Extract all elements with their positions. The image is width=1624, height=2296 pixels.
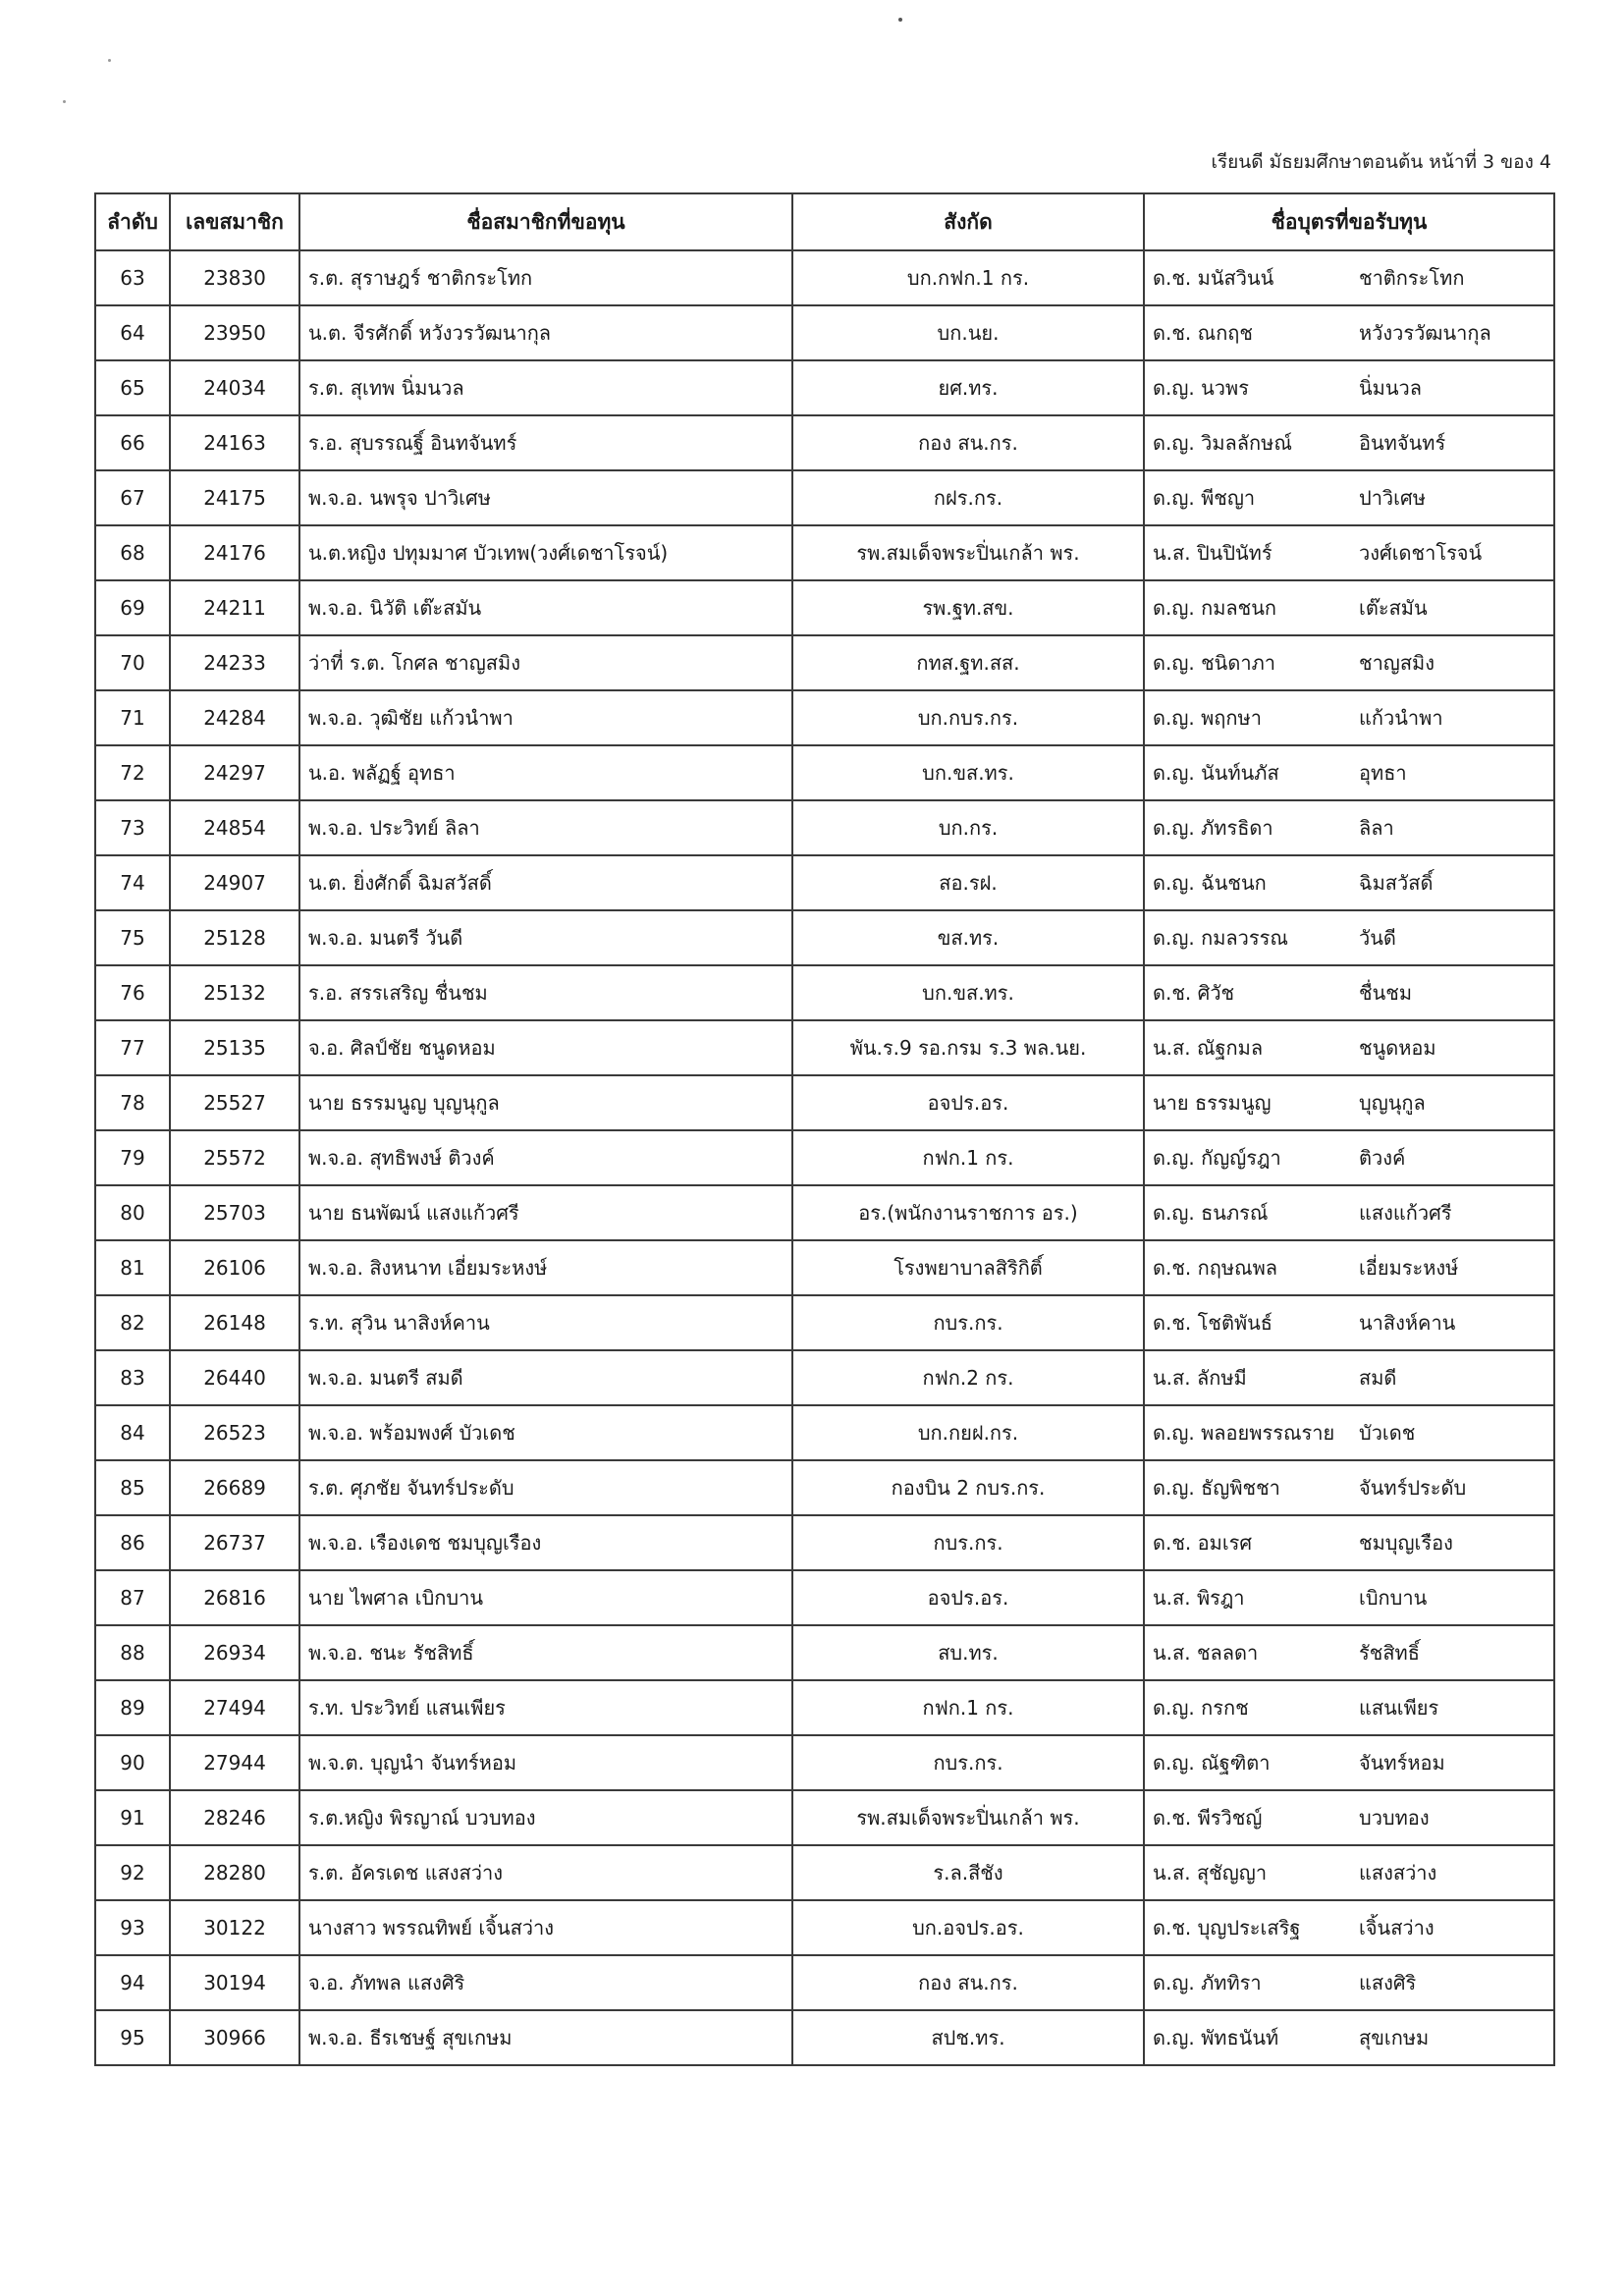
child-first-name: ด.ช. บุญประเสริฐ [1153, 1916, 1301, 1940]
member-id: 26148 [170, 1295, 299, 1350]
row-no: 79 [95, 1130, 170, 1185]
child-last-name: บวบทอง [1359, 1806, 1430, 1830]
member-unit: อจปร.อร. [792, 1570, 1144, 1625]
child-first-name: ด.ญ. กมลวรรณ [1153, 926, 1288, 950]
child-name [1144, 1185, 1554, 1240]
child-first-name: ด.ช. ศิวัช [1153, 981, 1235, 1005]
table-row [95, 1680, 1554, 1735]
table-row [95, 965, 1554, 1020]
table-row [95, 1460, 1554, 1515]
table-row [95, 745, 1554, 800]
row-no: 81 [95, 1240, 170, 1295]
member-unit: กบร.กร. [792, 1735, 1144, 1790]
table-row [95, 1020, 1554, 1075]
member-id: 26737 [170, 1515, 299, 1570]
member-name: ร.ต. อัครเดช แสงสว่าง [299, 1845, 792, 1900]
header-no: ลำดับ [95, 193, 170, 250]
header-child-name: ชื่อบุตรที่ขอรับทุน [1144, 193, 1554, 250]
child-name [1144, 800, 1554, 855]
row-no: 64 [95, 305, 170, 360]
table-row [95, 1405, 1554, 1460]
member-id: 25527 [170, 1075, 299, 1130]
child-first-name: ด.ญ. พัทธนันท์ [1153, 2026, 1279, 2050]
member-unit: บก.ขส.ทร. [792, 965, 1144, 1020]
member-id: 30122 [170, 1900, 299, 1955]
child-first-name: ด.ญ. กมลชนก [1153, 596, 1277, 620]
member-unit: บก.อจปร.อร. [792, 1900, 1144, 1955]
member-id: 25128 [170, 910, 299, 965]
member-unit: กบร.กร. [792, 1295, 1144, 1350]
child-name [1144, 635, 1554, 690]
row-no: 77 [95, 1020, 170, 1075]
child-last-name: บุญนุกูล [1359, 1091, 1426, 1115]
row-no: 69 [95, 580, 170, 635]
member-name: ร.ต. สุราษฎร์ ชาติกระโทก [299, 250, 792, 305]
child-name [1144, 1625, 1554, 1680]
row-no: 92 [95, 1845, 170, 1900]
row-no: 63 [95, 250, 170, 305]
child-name [1144, 745, 1554, 800]
member-unit: บก.กร. [792, 800, 1144, 855]
child-name [1144, 525, 1554, 580]
child-last-name: วันดี [1359, 926, 1396, 950]
member-unit: กอง สน.กร. [792, 415, 1144, 470]
row-no: 68 [95, 525, 170, 580]
row-no: 76 [95, 965, 170, 1020]
member-id: 24211 [170, 580, 299, 635]
member-name: ว่าที่ ร.ต. โกศล ชาญสมิง [299, 635, 792, 690]
child-name [1144, 1460, 1554, 1515]
row-no: 83 [95, 1350, 170, 1405]
child-name [1144, 1570, 1554, 1625]
member-id: 28280 [170, 1845, 299, 1900]
table-row [95, 910, 1554, 965]
child-last-name: ลิลา [1359, 816, 1394, 840]
child-name [1144, 415, 1554, 470]
member-name: พ.จ.อ. นพรุจ ปาวิเศษ [299, 470, 792, 525]
child-name [1144, 1405, 1554, 1460]
child-first-name: ด.ญ. พฤกษา [1153, 706, 1262, 730]
child-last-name: ชื่นชม [1359, 981, 1413, 1005]
child-first-name: ด.ญ. วิมลลักษณ์ [1153, 431, 1292, 455]
child-name [1144, 2010, 1554, 2065]
member-name: พ.จ.อ. ชนะ รัชสิทธิ์ [299, 1625, 792, 1680]
table-row [95, 2010, 1554, 2065]
row-no: 90 [95, 1735, 170, 1790]
member-unit: ยศ.ทร. [792, 360, 1144, 415]
member-name: จ.อ. ภัทพล แสงศิริ [299, 1955, 792, 2010]
child-first-name: ด.ญ. พีชญา [1153, 486, 1256, 510]
child-name [1144, 1735, 1554, 1790]
member-name: พ.จ.อ. มนตรี วันดี [299, 910, 792, 965]
member-id: 24284 [170, 690, 299, 745]
member-unit: บก.กยฝ.กร. [792, 1405, 1144, 1460]
row-no: 94 [95, 1955, 170, 2010]
child-first-name: ด.ญ. พลอยพรรณราย [1153, 1421, 1335, 1445]
member-id: 25132 [170, 965, 299, 1020]
row-no: 80 [95, 1185, 170, 1240]
member-name: ร.อ. สรรเสริญ ชื่นชม [299, 965, 792, 1020]
child-first-name: ด.ญ. ฉันชนก [1153, 871, 1267, 895]
child-first-name: ด.ช. โชติพันธ์ [1153, 1311, 1273, 1335]
member-unit: โรงพยาบาลสิริกิติ์ [792, 1240, 1144, 1295]
member-id: 24297 [170, 745, 299, 800]
member-unit: กฟก.2 กร. [792, 1350, 1144, 1405]
table-row [95, 415, 1554, 470]
member-unit: ร.ล.สีชัง [792, 1845, 1144, 1900]
child-last-name: เต๊ะสมัน [1359, 596, 1428, 620]
member-unit: รพ.สมเด็จพระปิ่นเกล้า พร. [792, 1790, 1144, 1845]
table-row [95, 525, 1554, 580]
member-unit: พัน.ร.9 รอ.กรม ร.3 พล.นย. [792, 1020, 1144, 1075]
member-id: 24163 [170, 415, 299, 470]
child-last-name: จันทร์ประดับ [1359, 1476, 1467, 1500]
child-name [1144, 1295, 1554, 1350]
child-last-name: สมดี [1359, 1366, 1397, 1390]
member-id: 26523 [170, 1405, 299, 1460]
member-id: 25572 [170, 1130, 299, 1185]
row-no: 89 [95, 1680, 170, 1735]
table-row [95, 1240, 1554, 1295]
member-name: ร.ต. สุเทพ นิ่มนวล [299, 360, 792, 415]
table-row [95, 1185, 1554, 1240]
child-last-name: วงศ์เดชาโรจน์ [1359, 541, 1483, 565]
table-row [95, 1955, 1554, 2010]
child-name [1144, 250, 1554, 305]
table-row [95, 580, 1554, 635]
member-unit: สบ.ทร. [792, 1625, 1144, 1680]
member-unit: กฝร.กร. [792, 470, 1144, 525]
child-last-name: แก้วนำพา [1359, 706, 1443, 730]
child-name [1144, 305, 1554, 360]
member-id: 24034 [170, 360, 299, 415]
child-first-name: นาย ธรรมนูญ [1153, 1091, 1272, 1115]
member-id: 26440 [170, 1350, 299, 1405]
row-no: 75 [95, 910, 170, 965]
member-unit: กบร.กร. [792, 1515, 1144, 1570]
child-first-name: ด.ญ. นันท์นภัส [1153, 761, 1279, 785]
child-last-name: แสงแก้วศรี [1359, 1201, 1452, 1225]
child-name [1144, 1845, 1554, 1900]
table-row [95, 1130, 1554, 1185]
child-first-name: ด.ช. อมเรศ [1153, 1531, 1253, 1555]
member-name: น.ต.หญิง ปทุมมาศ บัวเทพ(วงศ์เดชาโรจน์) [299, 525, 792, 580]
member-name: พ.จ.อ. ประวิทย์ ลิลา [299, 800, 792, 855]
row-no: 85 [95, 1460, 170, 1515]
child-first-name: ด.ญ. ชนิดาภา [1153, 651, 1275, 675]
child-name [1144, 910, 1554, 965]
row-no: 82 [95, 1295, 170, 1350]
member-name: ร.ต. ศุภชัย จันทร์ประดับ [299, 1460, 792, 1515]
page-header: เรียนดี มัธยมศึกษาตอนต้น หน้าที่ 3 ของ 4 [1211, 151, 1551, 173]
row-no: 72 [95, 745, 170, 800]
member-unit: อจปร.อร. [792, 1075, 1144, 1130]
row-no: 65 [95, 360, 170, 415]
child-first-name: น.ส. พิรฎา [1153, 1586, 1245, 1610]
child-last-name: รัชสิทธิ์ [1359, 1641, 1420, 1665]
member-id: 24854 [170, 800, 299, 855]
child-first-name: ด.ช. ณกฤช [1153, 321, 1253, 345]
member-unit: บก.ขส.ทร. [792, 745, 1144, 800]
table-row [95, 360, 1554, 415]
table-row [95, 690, 1554, 745]
member-name: พ.จ.อ. นิวัติ เต๊ะสมัน [299, 580, 792, 635]
row-no: 88 [95, 1625, 170, 1680]
member-name: น.ต. จีรศักดิ์ หวังวรวัฒนากุล [299, 305, 792, 360]
member-name: นาย ธรรมนูญ บุญนุกูล [299, 1075, 792, 1130]
member-name: พ.จ.ต. บุญนำ จันทร์หอม [299, 1735, 792, 1790]
member-unit: กอง สน.กร. [792, 1955, 1144, 2010]
child-first-name: ด.ญ. กัญญ์รฎา [1153, 1146, 1281, 1170]
table-body [95, 250, 1554, 2065]
child-first-name: ด.ช. พีรวิชญ์ [1153, 1806, 1263, 1830]
child-first-name: น.ส. สุชัญญา [1153, 1861, 1268, 1885]
member-name: นางสาว พรรณทิพย์ เจิ้นสว่าง [299, 1900, 792, 1955]
member-name: ร.ท. ประวิทย์ แสนเพียร [299, 1680, 792, 1735]
row-no: 67 [95, 470, 170, 525]
member-id: 26106 [170, 1240, 299, 1295]
child-last-name: ชาญสมิง [1359, 651, 1435, 675]
member-id: 27944 [170, 1735, 299, 1790]
row-no: 71 [95, 690, 170, 745]
member-name: ร.ท. สุวิน นาสิงห์คาน [299, 1295, 792, 1350]
member-unit: รพ.ฐท.สข. [792, 580, 1144, 635]
header-member-name: ชื่อสมาชิกที่ขอทุน [299, 193, 792, 250]
child-name [1144, 855, 1554, 910]
member-id: 24176 [170, 525, 299, 580]
child-name [1144, 1790, 1554, 1845]
row-no: 91 [95, 1790, 170, 1845]
member-id: 26689 [170, 1460, 299, 1515]
member-id: 25703 [170, 1185, 299, 1240]
row-no: 70 [95, 635, 170, 690]
member-name: พ.จ.อ. สุทธิพงษ์ ติวงค์ [299, 1130, 792, 1185]
member-unit: ขส.ทร. [792, 910, 1144, 965]
member-id: 27494 [170, 1680, 299, 1735]
member-id: 26816 [170, 1570, 299, 1625]
member-name: ร.ต.หญิง พิรญาณ์ บวบทอง [299, 1790, 792, 1845]
member-name: ร.อ. สุบรรณฐิ์ อินทจันทร์ [299, 415, 792, 470]
member-name: พ.จ.อ. มนตรี สมดี [299, 1350, 792, 1405]
table-row [95, 855, 1554, 910]
child-name [1144, 580, 1554, 635]
member-name: พ.จ.อ. เรืองเดช ชมบุญเรือง [299, 1515, 792, 1570]
member-id: 26934 [170, 1625, 299, 1680]
row-no: 66 [95, 415, 170, 470]
child-last-name: ชาติกระโทก [1359, 266, 1465, 290]
member-id: 23950 [170, 305, 299, 360]
table-row [95, 1845, 1554, 1900]
child-first-name: น.ส. ลักษมี [1153, 1366, 1247, 1390]
table-row [95, 635, 1554, 690]
member-id: 30966 [170, 2010, 299, 2065]
child-last-name: เอี่ยมระหงษ์ [1359, 1256, 1459, 1280]
child-name [1144, 1240, 1554, 1295]
child-last-name: ชมบุญเรือง [1359, 1531, 1453, 1555]
child-last-name: หวังวรวัฒนากุล [1359, 321, 1491, 345]
child-name [1144, 470, 1554, 525]
table-row [95, 1515, 1554, 1570]
grant-table [94, 192, 1555, 2066]
child-last-name: นาสิงห์คาน [1359, 1311, 1456, 1335]
row-no: 87 [95, 1570, 170, 1625]
child-last-name: เบิกบาน [1359, 1586, 1428, 1610]
member-name: นาย ธนพัฒน์ แสงแก้วศรี [299, 1185, 792, 1240]
member-id: 24233 [170, 635, 299, 690]
member-unit: กองบิน 2 กบร.กร. [792, 1460, 1144, 1515]
child-last-name: อินทจันทร์ [1359, 431, 1446, 455]
child-first-name: ด.ญ. ณัฐฑิตา [1153, 1751, 1271, 1775]
child-name [1144, 1075, 1554, 1130]
member-id: 24907 [170, 855, 299, 910]
scan-speck [898, 18, 902, 22]
child-last-name: ฉิมสวัสดิ์ [1359, 871, 1434, 895]
child-name [1144, 1020, 1554, 1075]
child-last-name: แสงสว่าง [1359, 1861, 1437, 1885]
member-unit: สปช.ทร. [792, 2010, 1144, 2065]
row-no: 84 [95, 1405, 170, 1460]
child-first-name: ด.ญ. ธัญพิชชา [1153, 1476, 1280, 1500]
member-name: พ.จ.อ. พร้อมพงศ์ บัวเดช [299, 1405, 792, 1460]
table-header-row [95, 193, 1554, 250]
scan-speck [108, 59, 111, 62]
row-no: 95 [95, 2010, 170, 2065]
child-first-name: ด.ญ. นวพร [1153, 376, 1249, 400]
header-member-id: เลขสมาชิก [170, 193, 299, 250]
row-no: 78 [95, 1075, 170, 1130]
member-unit: อร.(พนักงานราชการ อร.) [792, 1185, 1144, 1240]
table-row [95, 1900, 1554, 1955]
child-name [1144, 1955, 1554, 2010]
child-last-name: สุขเกษม [1359, 2026, 1430, 2050]
child-first-name: ด.ช. มนัสวินน์ [1153, 266, 1274, 290]
table-row [95, 1350, 1554, 1405]
child-first-name: ด.ญ. ภัทรธิดา [1153, 816, 1273, 840]
member-unit: กฟก.1 กร. [792, 1130, 1144, 1185]
child-last-name: ชนูดหอม [1359, 1036, 1436, 1060]
member-name: จ.อ. ศิลป์ชัย ชนูดหอม [299, 1020, 792, 1075]
member-name: น.ต. ยิ่งศักดิ์ ฉิมสวัสดิ์ [299, 855, 792, 910]
row-no: 74 [95, 855, 170, 910]
child-last-name: จันทร์หอม [1359, 1751, 1445, 1775]
child-name [1144, 360, 1554, 415]
member-name: นาย ไพศาล เบิกบาน [299, 1570, 792, 1625]
child-first-name: ด.ญ. กรกช [1153, 1696, 1249, 1720]
child-first-name: น.ส. ปินปินัทร์ [1153, 541, 1272, 565]
member-name: พ.จ.อ. สิงหนาท เอี่ยมระหงษ์ [299, 1240, 792, 1295]
child-last-name: เจิ้นสว่าง [1359, 1916, 1435, 1940]
child-first-name: ด.ญ. ธนภรณ์ [1153, 1201, 1269, 1225]
child-name [1144, 965, 1554, 1020]
child-name [1144, 1515, 1554, 1570]
member-unit: กฟก.1 กร. [792, 1680, 1144, 1735]
member-id: 24175 [170, 470, 299, 525]
member-name: พ.จ.อ. ธีรเชษฐ์ สุขเกษม [299, 2010, 792, 2065]
child-last-name: ปาวิเศษ [1359, 486, 1426, 510]
member-unit: กทส.ฐท.สส. [792, 635, 1144, 690]
table-row [95, 305, 1554, 360]
child-last-name: อุทธา [1359, 761, 1407, 785]
table-row [95, 1075, 1554, 1130]
table-row [95, 1625, 1554, 1680]
child-name [1144, 690, 1554, 745]
child-name [1144, 1350, 1554, 1405]
child-last-name: ติวงค์ [1359, 1146, 1406, 1170]
table-row [95, 1295, 1554, 1350]
child-first-name: น.ส. ชลลดา [1153, 1641, 1259, 1665]
table-row [95, 800, 1554, 855]
child-last-name: นิ่มนวล [1359, 376, 1423, 400]
table-row [95, 470, 1554, 525]
row-no: 93 [95, 1900, 170, 1955]
member-name: น.อ. พลัฏฐ์ อุทธา [299, 745, 792, 800]
member-id: 30194 [170, 1955, 299, 2010]
member-name: พ.จ.อ. วุฒิชัย แก้วนำพา [299, 690, 792, 745]
row-no: 73 [95, 800, 170, 855]
member-id: 28246 [170, 1790, 299, 1845]
table-row [95, 250, 1554, 305]
table-row [95, 1790, 1554, 1845]
member-id: 23830 [170, 250, 299, 305]
child-name [1144, 1900, 1554, 1955]
member-unit: บก.กฟก.1 กร. [792, 250, 1144, 305]
scan-speck [63, 100, 66, 103]
child-last-name: บัวเดช [1359, 1421, 1416, 1445]
table-row [95, 1735, 1554, 1790]
table-row [95, 1570, 1554, 1625]
member-unit: บก.กบร.กร. [792, 690, 1144, 745]
child-name [1144, 1130, 1554, 1185]
header-unit: สังกัด [792, 193, 1144, 250]
child-first-name: ด.ช. กฤษณพล [1153, 1256, 1278, 1280]
child-first-name: น.ส. ณัฐกมล [1153, 1036, 1264, 1060]
child-name [1144, 1680, 1554, 1735]
child-last-name: แสงศิริ [1359, 1971, 1417, 1995]
member-id: 25135 [170, 1020, 299, 1075]
member-unit: รพ.สมเด็จพระปิ่นเกล้า พร. [792, 525, 1144, 580]
child-last-name: แสนเพียร [1359, 1696, 1439, 1720]
member-unit: สอ.รฝ. [792, 855, 1144, 910]
member-unit: บก.นย. [792, 305, 1144, 360]
row-no: 86 [95, 1515, 170, 1570]
child-first-name: ด.ญ. ภัททิรา [1153, 1971, 1262, 1995]
